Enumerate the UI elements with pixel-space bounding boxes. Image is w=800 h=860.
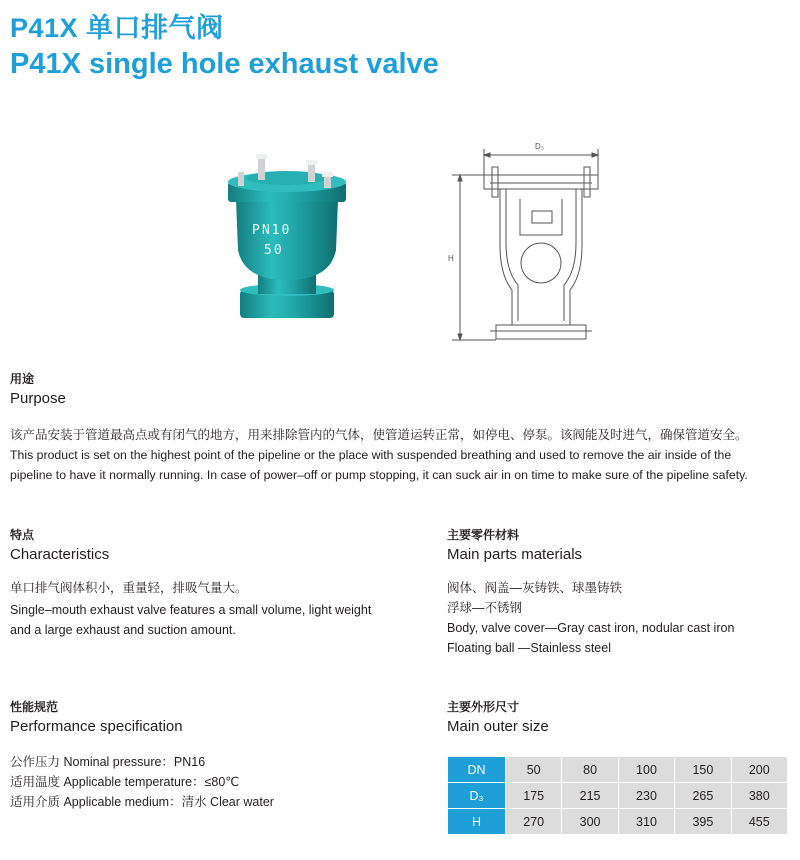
performance-line-1: 公作压力 Nominal pressure：PN16: [10, 755, 206, 769]
table-row: [448, 783, 788, 809]
valve-product-photo: [200, 140, 380, 350]
size-table: [447, 756, 788, 835]
materials-line-1: 阀体、阀盖—灰铸铁、球墨铸铁: [447, 581, 623, 595]
table-cell: 150: [675, 757, 731, 783]
characteristics-heading-en: Characteristics: [10, 546, 110, 563]
materials-line-3: Body, valve cover—Gray cast iron, nodular cast iron: [447, 621, 735, 635]
table-row: [448, 809, 788, 835]
photo-marking-pn: PN10: [252, 223, 292, 238]
table-cell: 310: [618, 809, 674, 835]
table-row: [448, 757, 788, 783]
drawing-label-h: H: [448, 254, 454, 263]
row-label-d3: D₃: [448, 783, 506, 809]
row-label-h: H: [448, 809, 506, 835]
materials-line-4: Floating ball —Stainless steel: [447, 641, 611, 655]
materials-heading-cn: 主要零件材料: [447, 528, 520, 542]
purpose-text-cn: 该产品安装于管道最高点或有闭气的地方，用来排除管内的气体，使管道运转正常，如停电、停泵。该阀能及时进气，确保管道安全。: [10, 428, 748, 442]
table-cell: 265: [675, 783, 731, 809]
purpose-text-en-1: This product is set on the highest point of the pipeline or the place with suspended breathing and used to remove the air inside of the: [10, 448, 732, 462]
table-cell: 230: [618, 783, 674, 809]
table-cell: 455: [731, 809, 787, 835]
table-cell: 50: [506, 757, 562, 783]
purpose-heading-en: Purpose: [10, 390, 66, 407]
materials-line-2: 浮球—不锈钢: [447, 601, 523, 615]
table-cell: 100: [618, 757, 674, 783]
photo-marking-dn: 50: [264, 243, 284, 258]
size-heading-en: Main outer size: [447, 718, 549, 735]
purpose-text-en-2: pipeline to have it normally running. In case of power–off or pump stopping, it can suck air in on time to make sure of the pipeline safety.: [10, 468, 748, 482]
drawing-label-d3: D₃: [535, 142, 545, 151]
performance-line-3: 适用介质 Applicable medium：清水 Clear water: [10, 795, 274, 809]
table-cell: 380: [731, 783, 787, 809]
characteristics-text-en-2: and a large exhaust and suction amount.: [10, 623, 236, 637]
page-title-en: P41X single hole exhaust valve: [10, 48, 439, 80]
materials-heading-en: Main parts materials: [447, 546, 583, 563]
table-cell: 200: [731, 757, 787, 783]
page-title-cn: P41X 单口排气阀: [10, 13, 224, 43]
row-label-dn: DN: [448, 757, 506, 783]
characteristics-text-cn: 单口排气阀体积小，重量轻，排吸气量大。: [10, 581, 248, 595]
valve-technical-drawing: [440, 135, 630, 355]
performance-line-2: 适用温度 Applicable temperature：≤80℃: [10, 775, 240, 789]
table-cell: 215: [562, 783, 618, 809]
table-cell: 395: [675, 809, 731, 835]
performance-heading-cn: 性能规范: [10, 700, 59, 714]
size-heading-cn: 主要外形尺寸: [447, 700, 520, 714]
table-cell: 175: [506, 783, 562, 809]
purpose-text: [10, 425, 790, 485]
table-cell: 300: [562, 809, 618, 835]
table-cell: 80: [562, 757, 618, 783]
characteristics-heading-cn: 特点: [10, 528, 35, 542]
characteristics-text-en-1: Single–mouth exhaust valve features a small volume, light weight: [10, 603, 372, 617]
purpose-heading-cn: 用途: [10, 372, 35, 386]
performance-heading-en: Performance specification: [10, 718, 183, 735]
table-cell: 270: [506, 809, 562, 835]
performance-text: [10, 752, 410, 812]
materials-text: [447, 578, 792, 658]
characteristics-text: [10, 578, 410, 640]
